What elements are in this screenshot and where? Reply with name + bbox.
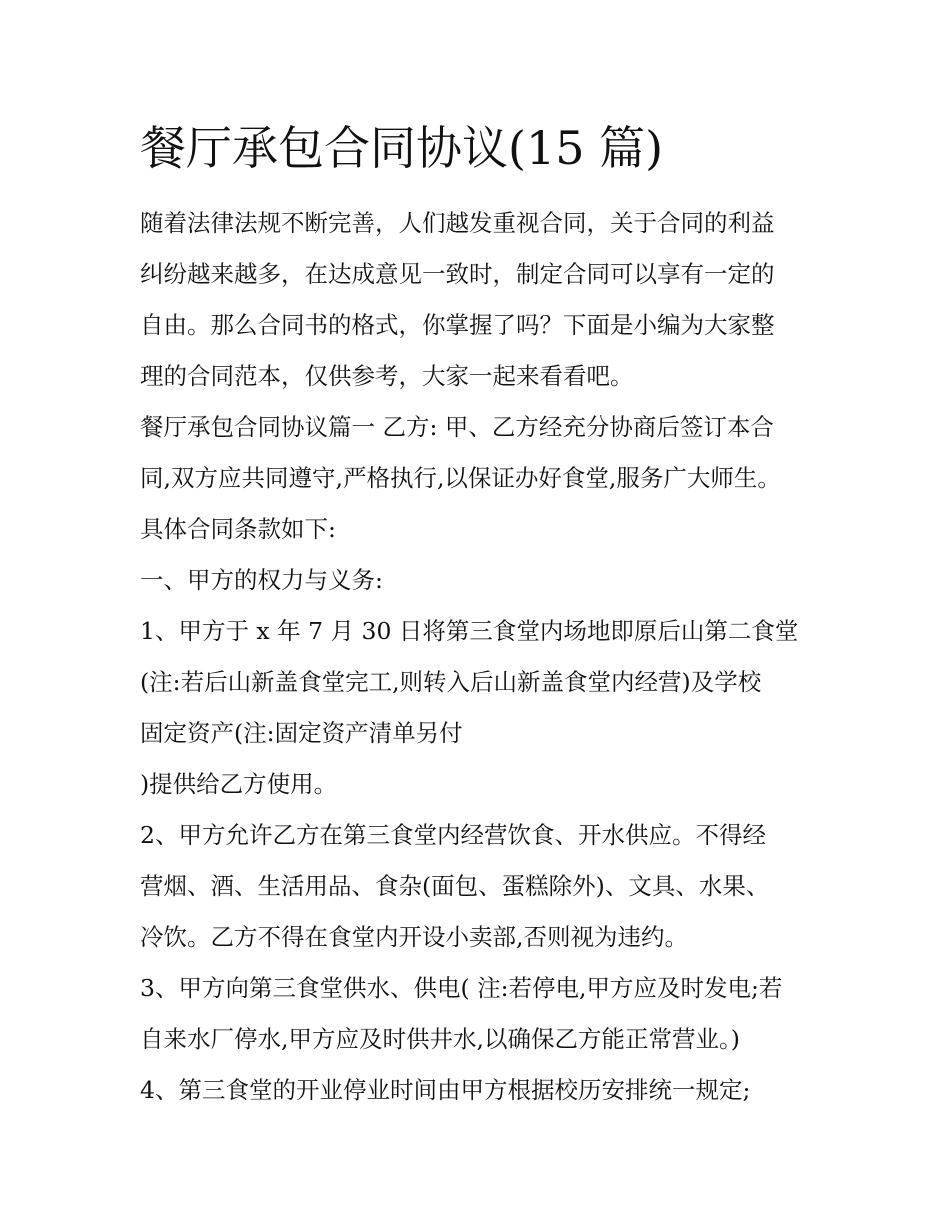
clause-2-line-2: 营烟、酒、生活用品、食杂(面包、蛋糕除外)、文具、水果、 [140, 872, 770, 900]
clause-1-line-1: 1、甲方于 x 年 7 月 30 日将第三食堂内场地即原后山第二食堂 [140, 617, 799, 645]
clause-3-line-1: 3、甲方向第三食堂供水、供电( 注:若停电,甲方应及时发电;若 [140, 974, 783, 1002]
body-line-3: 自由。那么合同书的格式，你掌握了吗？下面是小编为大家整 [140, 311, 775, 339]
body-line-2: 纠纷越来越多，在达成意见一致时，制定合同可以享有一定的 [140, 260, 775, 288]
document-title: 餐厅承包合同协议(15 篇) [140, 121, 664, 175]
body-line-6: 同,双方应共同遵守,严格执行,以保证办好食堂,服务广大师生。 [140, 464, 781, 492]
body-line-4: 理的合同范本，仅供参考，大家一起来看看吧。 [140, 362, 634, 390]
body-line-1: 随着法律法规不断完善，人们越发重视合同，关于合同的利益 [140, 209, 775, 237]
section-heading-1: 一、甲方的权力与义务: [140, 566, 383, 594]
clause-1-line-2: (注:若后山新盖食堂完工,则转入后山新盖食堂内经营)及学校 [140, 668, 762, 696]
clause-2-line-3: 冷饮。乙方不得在食堂内开设小卖部,否则视为违约。 [140, 923, 688, 951]
clause-3-line-2: 自来水厂停水,甲方应及时供井水,以确保乙方能正常营业。) [140, 1025, 740, 1053]
clause-1-line-4: )提供给乙方使用。 [140, 770, 338, 798]
body-line-5: 餐厅承包合同协议篇一 乙方: 甲、乙方经充分协商后签订本合 [140, 413, 774, 441]
clause-1-line-3: 固定资产(注:固定资产清单另付 [140, 719, 463, 747]
clause-2-line-1: 2、甲方允许乙方在第三食堂内经营饮食、开水供应。不得经 [140, 821, 766, 849]
clause-4-line-1: 4、第三食堂的开业停业时间由甲方根据校历安排统一规定; [140, 1076, 751, 1104]
body-line-7: 具体合同条款如下: [140, 515, 336, 543]
